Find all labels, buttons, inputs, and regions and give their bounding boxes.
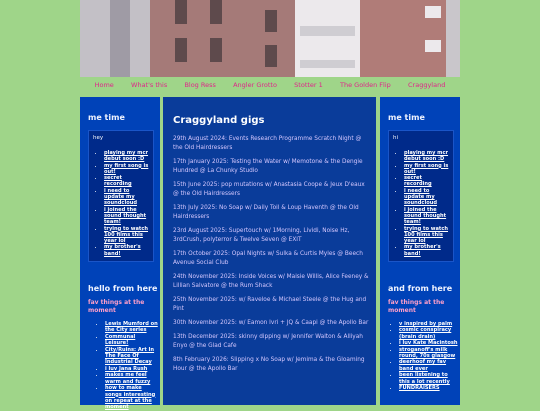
right-update-link[interactable]: • secret recording (404, 175, 450, 188)
right-update-link[interactable]: • i need to update my soundcloud (404, 188, 450, 207)
page-title: Craggyland gigs (173, 115, 265, 126)
left-fav-link[interactable]: • makes me feel warm and fuzzy (105, 372, 160, 385)
right-fav-link[interactable]: • cosmic conspiracy (brain drain) (399, 327, 460, 340)
nav-home[interactable]: Home (94, 81, 114, 89)
left-fav-link[interactable]: • Communal Leisure! (105, 334, 160, 347)
right-sidebar-title: me time (388, 113, 425, 122)
left-update-link[interactable]: • my first song is out! (104, 163, 150, 176)
gig-item: 17th October 2025: Opal Nights w/ Sulka & Curtis Myles @ Beech Avenue Social Club (173, 251, 363, 266)
nav-craggyland[interactable]: Craggyland (408, 81, 446, 89)
nav-stotter[interactable]: Stotter 1 (294, 81, 323, 89)
right-update-link[interactable]: • my brother's band! (404, 244, 450, 257)
gig-item: 23rd August 2025: Supertouch w/ 1Morning, Lividi, Noise Hz, 3rdCrush, polyterror & Twelve Seven @ EXIT (173, 228, 350, 243)
left-sidebar (80, 97, 160, 411)
right-fav-heading: fav things at the moment (388, 299, 445, 315)
right-update-link[interactable]: • my first song is out! (404, 163, 450, 176)
left-update-link[interactable]: • i joined the sound thought team! (104, 207, 150, 226)
nav-whats-this[interactable]: What's this (131, 81, 168, 89)
left-from-heading: hello from here (88, 284, 158, 294)
right-fav-link[interactable]: • FUNDRAISERS (399, 385, 460, 391)
left-fav-link[interactable]: • how to make songs interesting on repeat at the moment (105, 385, 160, 411)
gig-item: 17th January 2025: Testing the Water w/ Memotone & the Dengie Hundred @ La Chunky Studio (173, 159, 363, 174)
gig-item: 8th February 2026: Slipping x No Soap w/ Jemima & the Gloaming Hour @ the Apollo Bar (173, 357, 365, 372)
gig-item: 24th November 2025: Inside Voices w/ Maisie Willis, Alice Feeney & Lillian Salvatore @ the Rum Shack (173, 274, 369, 289)
left-fav-link[interactable]: • City/Ruins: Art In The Face Of Industrial Decay (105, 347, 160, 366)
right-sidebar (380, 97, 460, 405)
gig-item: 25th November 2025: w/ Raveloe & Michael Steele @ the Hug and Pint (173, 297, 367, 312)
left-update-link[interactable]: • i need to update my soundcloud (104, 188, 150, 207)
right-update-link[interactable]: • playing my mcr debut soon :D (404, 150, 450, 163)
gig-item: 29th August 2024: Events Research Programme Scratch Night @ the Old Hairdressers (173, 136, 362, 151)
building-photo (80, 0, 460, 77)
right-box-greeting: hi (393, 135, 399, 141)
right-update-link[interactable]: • i joined the sound thought team! (404, 207, 450, 226)
gig-item: 13th December 2025: skinny dipping w/ Jennifer Walton & Alliyah Enyo @ the Glad Cafe (173, 334, 363, 349)
left-update-link[interactable]: • playing my mcr debut soon :D (104, 150, 150, 163)
left-fav-heading: fav things at the moment (88, 299, 145, 315)
left-fav-link[interactable]: • i luv Jana Rush (105, 366, 160, 372)
right-update-link[interactable]: • trying to watch 100 films this year lol (404, 226, 450, 245)
main-content (163, 97, 376, 405)
left-update-link[interactable]: • secret recording (104, 175, 150, 188)
right-fav-link[interactable]: • been listening to this a lot recently (399, 372, 460, 385)
left-updates-box (88, 130, 154, 262)
right-fav-link[interactable]: • stroganoff's milk round, 70s glasgow (399, 347, 460, 360)
left-sidebar-title: me time (88, 113, 125, 122)
right-from-heading: and from here (388, 284, 453, 294)
left-box-greeting: hey (93, 135, 104, 141)
gig-item: 30th November 2025: w/ Eamon Ivri + JQ & Caapi @ the Apollo Bar (173, 320, 369, 326)
right-fav-link[interactable]: • deerhoof my fav band ever (399, 359, 460, 372)
header-banner-image (80, 0, 460, 77)
right-fav-link[interactable]: • v inspired by palm (399, 321, 460, 327)
nav-golden-flip[interactable]: The Golden Flip (340, 81, 391, 89)
right-updates-box (388, 130, 454, 262)
gig-item: 13th July 2025: No Soap w/ Daily Toil & Loup Haventh @ the Old Hairdressers (173, 205, 359, 220)
right-fav-link[interactable]: • i luv Kate Macintosh (399, 340, 460, 346)
left-update-link[interactable]: • trying to watch 100 films this year lol (104, 226, 150, 245)
left-fav-link[interactable]: • Lewis Mumford on the City series (105, 321, 160, 334)
nav-angler-grotto[interactable]: Angler Grotto (233, 81, 277, 89)
top-nav (80, 78, 460, 92)
nav-blog[interactable]: Blog Ress (184, 81, 216, 89)
left-update-link[interactable]: • my brother's band! (104, 244, 150, 257)
gig-item: 15th June 2025: pop mutations w/ Anastasia Coope & Jeux D'eaux @ the Old Hairdressers (173, 182, 365, 197)
